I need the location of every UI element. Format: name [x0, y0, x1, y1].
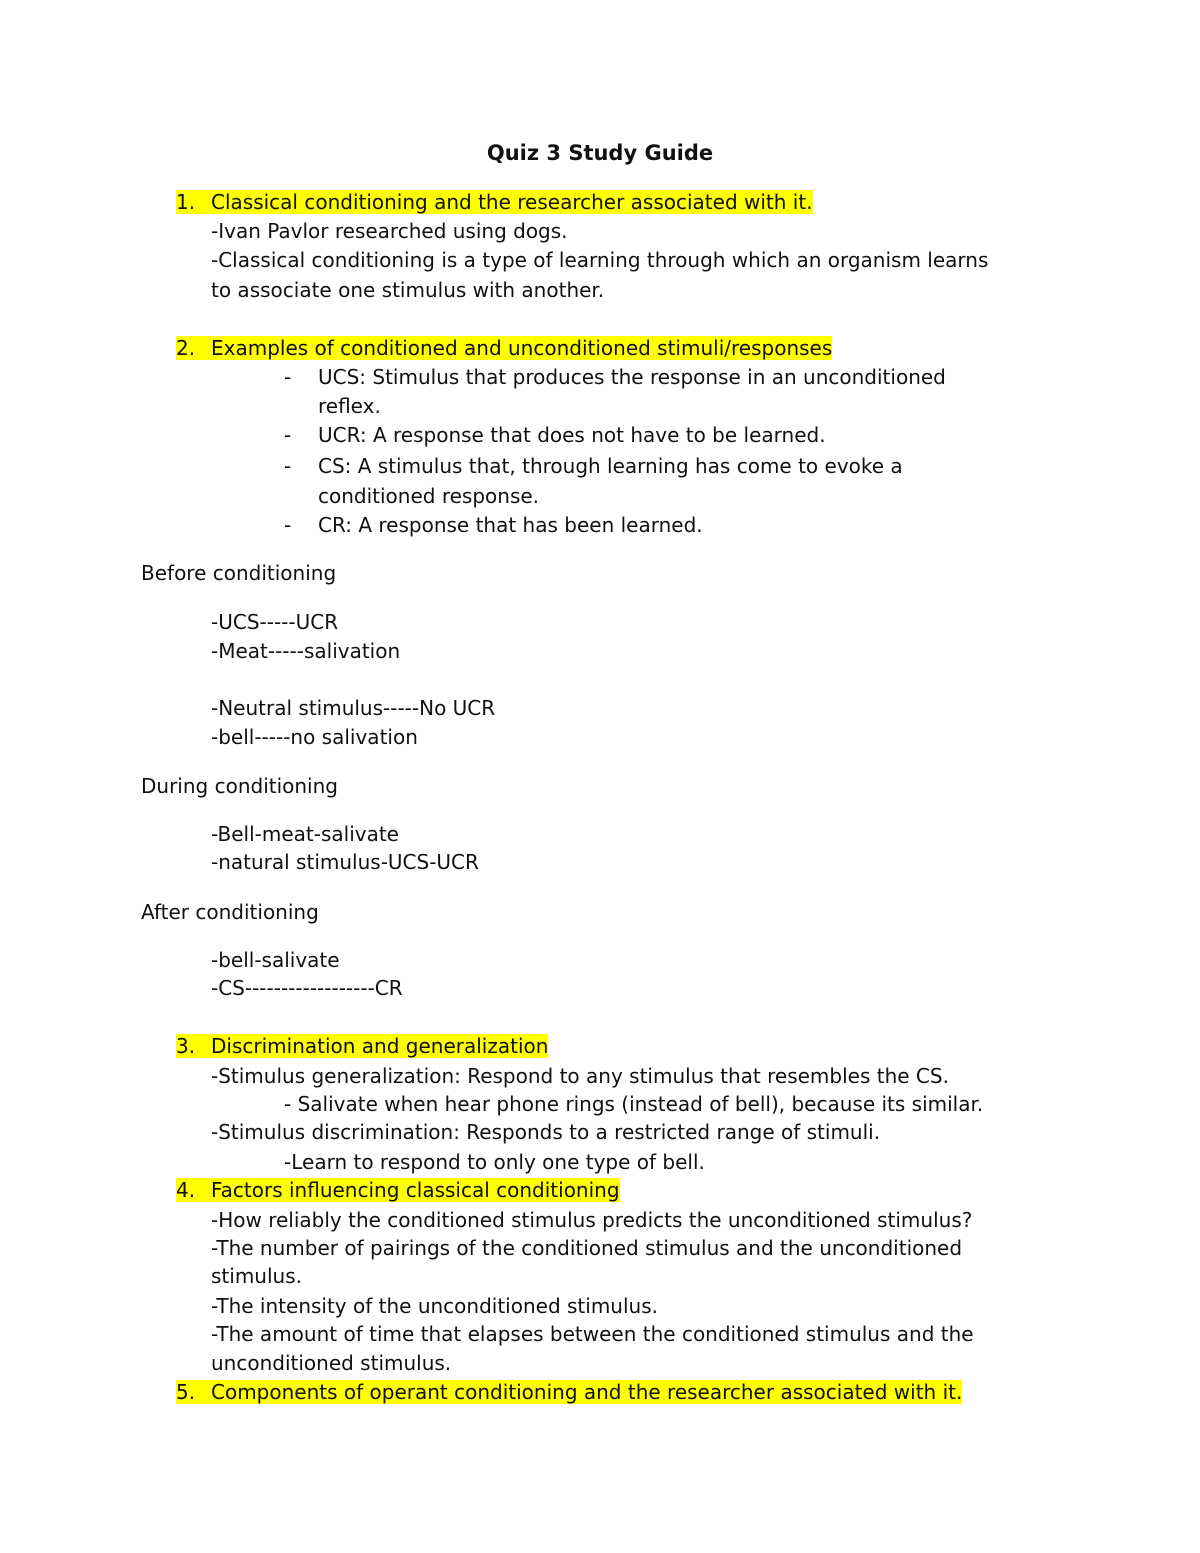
during-line: -natural stimulus-UCS-UCR	[211, 850, 479, 874]
page-title: Quiz 3 Study Guide	[486, 141, 714, 165]
section-1-line: -Ivan Pavlor researched using dogs.	[211, 219, 568, 243]
before-line: -Neutral stimulus-----No UCR	[211, 696, 496, 720]
section-4-line: unconditioned stimulus.	[211, 1351, 452, 1375]
before-line: -UCS-----UCR	[211, 610, 339, 634]
bullet-text: CS: A stimulus that, through learning has come to evoke a	[318, 454, 903, 478]
before-line: -Meat-----salivation	[211, 639, 401, 663]
section-4-number: 4.	[176, 1178, 212, 1202]
bullet-dash: -	[284, 454, 292, 478]
section-3-heading: Discrimination and generalization	[211, 1034, 549, 1058]
section-1-line: to associate one stimulus with another.	[211, 278, 605, 302]
section-2-number: 2.	[176, 336, 212, 360]
after-conditioning-label: After conditioning	[141, 900, 319, 924]
section-4-line: -The intensity of the unconditioned stimulus.	[211, 1294, 658, 1318]
before-line: -bell-----no salivation	[211, 725, 418, 749]
bullet-text: reflex.	[318, 394, 381, 418]
before-conditioning-label: Before conditioning	[141, 561, 337, 585]
section-4-line: -The number of pairings of the conditioned stimulus and the unconditioned	[211, 1236, 963, 1260]
section-4-line: -The amount of time that elapses between the conditioned stimulus and the	[211, 1322, 974, 1346]
bullet-text: CR: A response that has been learned.	[318, 513, 703, 537]
section-1-heading: Classical conditioning and the researcher associated with it.	[211, 190, 813, 214]
bullet-text: conditioned response.	[318, 484, 540, 508]
section-3-line: -Learn to respond to only one type of bell.	[284, 1150, 705, 1174]
section-1-line: -Classical conditioning is a type of learning through which an organism learns	[211, 248, 989, 272]
after-line: -CS------------------CR	[211, 976, 403, 1000]
bullet-text: UCR: A response that does not have to be learned.	[318, 423, 826, 447]
section-3-line: -Stimulus discrimination: Responds to a restricted range of stimuli.	[211, 1120, 881, 1144]
section-1-number: 1.	[176, 190, 212, 214]
section-4-heading: Factors influencing classical conditioning	[211, 1178, 620, 1202]
section-4-line: -How reliably the conditioned stimulus predicts the unconditioned stimulus?	[211, 1208, 973, 1232]
section-4-line: stimulus.	[211, 1264, 302, 1288]
section-5-number: 5.	[176, 1380, 212, 1404]
section-3-number: 3.	[176, 1034, 212, 1058]
after-line: -bell-salivate	[211, 948, 340, 972]
section-5-heading: Components of operant conditioning and the researcher associated with it.	[211, 1380, 963, 1404]
bullet-dash: -	[284, 513, 292, 537]
section-2-heading: Examples of conditioned and unconditioned stimuli/responses	[211, 336, 833, 360]
during-line: -Bell-meat-salivate	[211, 822, 399, 846]
bullet-dash: -	[284, 423, 292, 447]
section-3-line: -Stimulus generalization: Respond to any stimulus that resembles the CS.	[211, 1064, 949, 1088]
during-conditioning-label: During conditioning	[141, 774, 338, 798]
bullet-text: UCS: Stimulus that produces the response in an unconditioned	[318, 365, 946, 389]
bullet-dash: -	[284, 365, 292, 389]
section-3-line: - Salivate when hear phone rings (instead of bell), because its similar.	[284, 1092, 984, 1116]
